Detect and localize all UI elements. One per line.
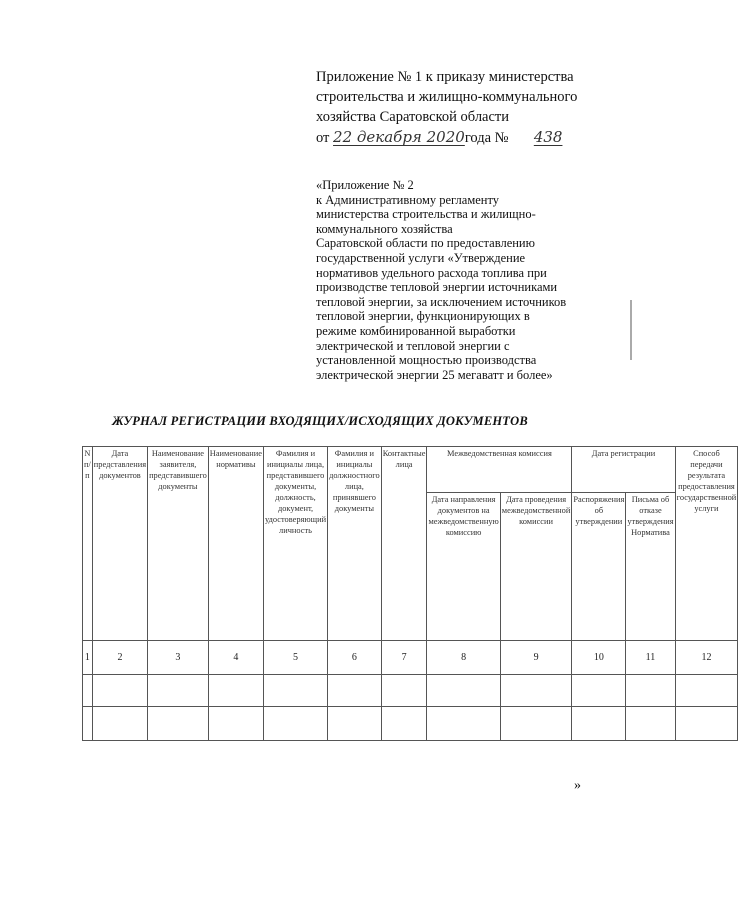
table-row xyxy=(83,707,738,741)
header-col-send-date: Дата направления документов на межведомственную комиссию xyxy=(427,493,500,641)
appendix-line: установленной мощностью производства xyxy=(316,353,537,368)
header-col-applicant: Наименование заявителя, представившего документы xyxy=(148,447,209,641)
column-number-cell: 7 xyxy=(381,641,427,675)
column-number-cell: 6 xyxy=(328,641,382,675)
header-line-2: строительства и жилищно-коммунального xyxy=(316,89,578,105)
header-line-3: хозяйства Саратовской области xyxy=(316,109,510,125)
header-col-method: Способ передачи результата предоставления государственной услуги xyxy=(675,447,738,641)
appendix-line: «Приложение № 2 xyxy=(316,178,414,192)
appendix-line: электрической энергии 25 мегаватт и более» xyxy=(316,367,553,382)
table-row xyxy=(83,675,738,707)
appendix-line: государственной услуги «Утверждение xyxy=(316,250,526,265)
header-col-refusal: Письма об отказе утверждения Норматива xyxy=(626,493,675,641)
header-col-date: Дата представления документов xyxy=(92,447,147,641)
column-number-cell: 11 xyxy=(626,641,675,675)
header-col-meeting-date: Дата проведения межведомственной комиссии xyxy=(500,493,572,641)
order-header xyxy=(316,67,616,148)
appendix-line: тепловой энергии, функционирующих в xyxy=(316,309,530,324)
header-col-official: Фамилия и инициалы должностного лица, принявшего документы xyxy=(328,447,382,641)
appendix-line: электрической и тепловой энергии с xyxy=(316,338,510,353)
appendix-line: тепловой энергии, за исключением источников xyxy=(316,294,567,309)
header-col-norm: Наименование нормативы xyxy=(208,447,263,641)
column-number-cell: 12 xyxy=(675,641,738,675)
column-number-cell: 9 xyxy=(500,641,572,675)
column-number-cell: 2 xyxy=(92,641,147,675)
handwritten-number: 438 xyxy=(533,128,563,146)
column-number-cell: 5 xyxy=(263,641,327,675)
closing-quote: » xyxy=(574,778,581,793)
header-group-registration: Дата регистрации xyxy=(572,447,675,493)
appendix-line: производстве тепловой энергии источниками xyxy=(316,280,558,295)
column-number-cell: 10 xyxy=(572,641,626,675)
column-number-cell: 1 xyxy=(83,641,93,675)
column-number-cell: 4 xyxy=(208,641,263,675)
journal-title: ЖУРНАЛ РЕГИСТРАЦИИ ВХОДЯЩИХ/ИСХОДЯЩИХ ДОКУМЕНТОВ xyxy=(112,414,528,428)
header-date-line xyxy=(316,127,616,148)
header-line-1: Приложение № 1 к приказу министерства xyxy=(316,69,574,85)
column-number-cell: 3 xyxy=(148,641,209,675)
handwritten-date: 22 декабря 2020 xyxy=(333,128,465,146)
column-number-cell: 8 xyxy=(427,641,500,675)
date-prefix: от xyxy=(316,130,330,146)
header-col-order: Распоряжения об утверждении xyxy=(572,493,626,641)
appendix-line: режиме комбинированной выработки xyxy=(316,323,516,338)
appendix-line: коммунального хозяйства xyxy=(316,221,453,236)
appendix-line: Саратовской области по предоставлению xyxy=(316,236,535,251)
appendix-line: нормативов удельного расхода топлива при xyxy=(316,265,547,280)
column-number-row xyxy=(83,641,738,675)
header-col-number: N п/п xyxy=(83,447,93,641)
appendix-line: министерства строительства и жилищно- xyxy=(316,207,536,222)
registration-table xyxy=(82,446,738,741)
scan-edge-mark xyxy=(630,300,632,360)
appendix-line: к Административному регламенту xyxy=(316,192,500,207)
header-col-submitter: Фамилия и инициалы лица, представившего документы, должность, документ, удостоверяющий личность xyxy=(263,447,327,641)
date-suffix: года № xyxy=(464,130,509,146)
header-group-commission: Межведомственная комиссия xyxy=(427,447,572,493)
appendix-reference xyxy=(316,178,616,382)
header-col-contacts: Контактные лица xyxy=(381,447,427,641)
